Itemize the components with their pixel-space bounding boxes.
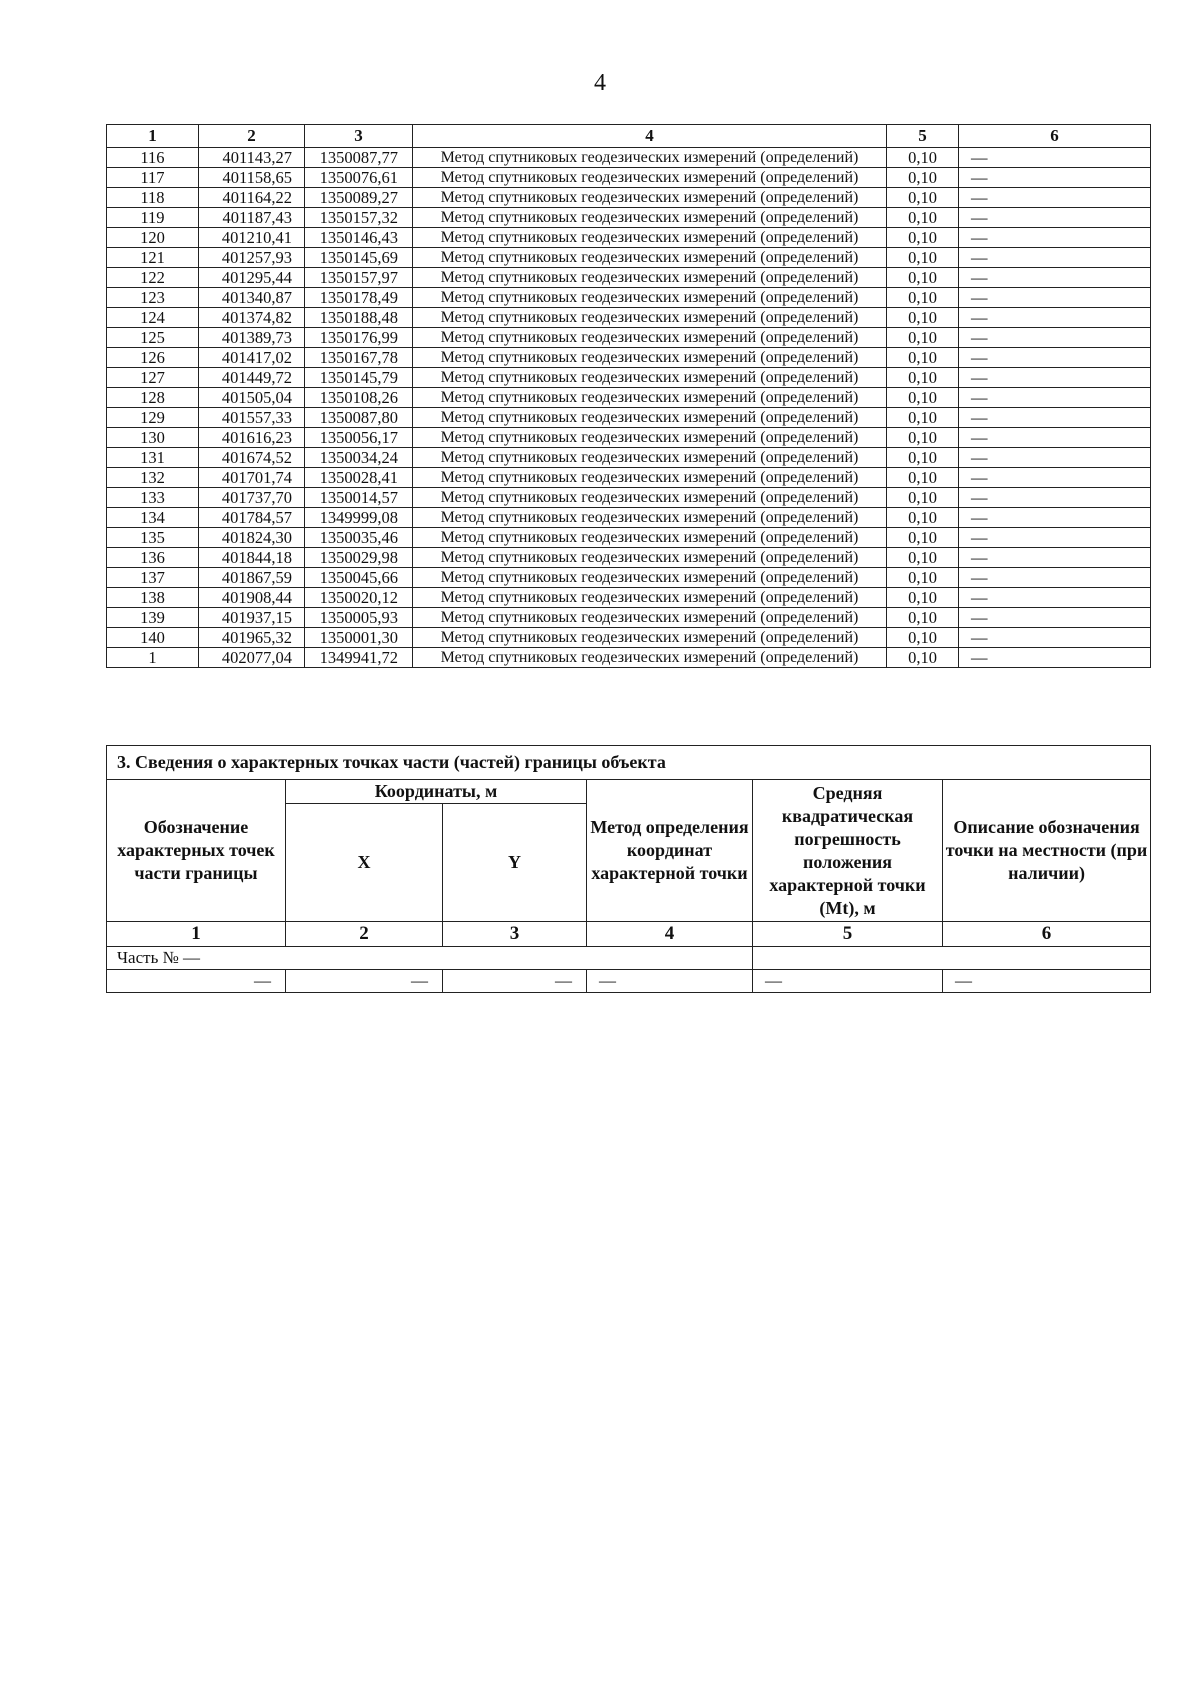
- col-method-header: Метод определения координат характерной точки: [587, 780, 753, 922]
- accuracy-cell: 0,10: [887, 388, 959, 408]
- table-row: [107, 348, 1151, 368]
- dash-cell-4: —: [587, 970, 753, 993]
- point-number-cell: 134: [107, 508, 199, 528]
- method-cell: Метод спутниковых геодезических измерений (определений): [413, 528, 887, 548]
- method-cell: Метод спутниковых геодезических измерений (определений): [413, 408, 887, 428]
- accuracy-cell: 0,10: [887, 568, 959, 588]
- method-cell: Метод спутниковых геодезических измерений (определений): [413, 208, 887, 228]
- table-row: [107, 428, 1151, 448]
- accuracy-cell: 0,10: [887, 288, 959, 308]
- description-cell: —: [959, 308, 1151, 328]
- coord-y-cell: 1350145,79: [305, 368, 413, 388]
- number-cell-3: 3: [443, 922, 587, 947]
- table-row: [107, 328, 1151, 348]
- number-cell-1: 1: [107, 922, 286, 947]
- description-cell: —: [959, 168, 1151, 188]
- header-col-1: 1: [107, 125, 199, 148]
- coord-y-cell: 1350167,78: [305, 348, 413, 368]
- section3-number-row: [107, 922, 1151, 947]
- coord-y-cell: 1350034,24: [305, 448, 413, 468]
- description-cell: —: [959, 488, 1151, 508]
- point-number-cell: 133: [107, 488, 199, 508]
- coord-y-cell: 1350005,93: [305, 608, 413, 628]
- accuracy-cell: 0,10: [887, 348, 959, 368]
- table-row: [107, 588, 1151, 608]
- coord-y-cell: 1350157,32: [305, 208, 413, 228]
- coord-x-cell: 401505,04: [199, 388, 305, 408]
- accuracy-cell: 0,10: [887, 188, 959, 208]
- table-row: [107, 468, 1151, 488]
- coord-x-cell: 401143,27: [199, 148, 305, 168]
- point-number-cell: 121: [107, 248, 199, 268]
- point-number-cell: 130: [107, 428, 199, 448]
- table-row: [107, 528, 1151, 548]
- method-cell: Метод спутниковых геодезических измерений (определений): [413, 608, 887, 628]
- header-col-2: 2: [199, 125, 305, 148]
- coord-y-cell: 1350089,27: [305, 188, 413, 208]
- coord-x-cell: 401374,82: [199, 308, 305, 328]
- accuracy-cell: 0,10: [887, 408, 959, 428]
- description-cell: —: [959, 548, 1151, 568]
- accuracy-cell: 0,10: [887, 608, 959, 628]
- coord-y-cell: 1350001,30: [305, 628, 413, 648]
- coordinates-table-header: [107, 125, 1151, 148]
- accuracy-cell: 0,10: [887, 508, 959, 528]
- description-cell: —: [959, 568, 1151, 588]
- coord-y-cell: 1350145,69: [305, 248, 413, 268]
- coord-y-cell: 1350087,77: [305, 148, 413, 168]
- accuracy-cell: 0,10: [887, 268, 959, 288]
- table-row: [107, 488, 1151, 508]
- coord-x-cell: 401295,44: [199, 268, 305, 288]
- coord-x-cell: 401257,93: [199, 248, 305, 268]
- dash-cell-5: —: [753, 970, 943, 993]
- coord-x-cell: 401867,59: [199, 568, 305, 588]
- coord-y-cell: 1350020,12: [305, 588, 413, 608]
- table-row: [107, 548, 1151, 568]
- coord-x-cell: 401616,23: [199, 428, 305, 448]
- coord-x-cell: 401937,15: [199, 608, 305, 628]
- point-number-cell: 132: [107, 468, 199, 488]
- point-number-cell: 140: [107, 628, 199, 648]
- coord-x-cell: 401164,22: [199, 188, 305, 208]
- point-number-cell: 131: [107, 448, 199, 468]
- table-row: [107, 608, 1151, 628]
- accuracy-cell: 0,10: [887, 528, 959, 548]
- part-row: [107, 947, 1151, 970]
- description-cell: —: [959, 348, 1151, 368]
- point-number-cell: 137: [107, 568, 199, 588]
- method-cell: Метод спутниковых геодезических измерений (определений): [413, 288, 887, 308]
- point-number-cell: 126: [107, 348, 199, 368]
- coord-x-cell: 401674,52: [199, 448, 305, 468]
- description-cell: —: [959, 608, 1151, 628]
- point-number-cell: 127: [107, 368, 199, 388]
- method-cell: Метод спутниковых геодезических измерений (определений): [413, 588, 887, 608]
- description-cell: —: [959, 528, 1151, 548]
- header-col-4: 4: [413, 125, 887, 148]
- coord-y-cell: 1350045,66: [305, 568, 413, 588]
- coord-x-cell: 401701,74: [199, 468, 305, 488]
- table-row: [107, 368, 1151, 388]
- section3-title: 3. Сведения о характерных точках части (частей) границы объекта: [107, 746, 1151, 780]
- point-number-cell: 139: [107, 608, 199, 628]
- header-col-5: 5: [887, 125, 959, 148]
- point-number-cell: 116: [107, 148, 199, 168]
- description-cell: —: [959, 248, 1151, 268]
- method-cell: Метод спутниковых геодезических измерений (определений): [413, 328, 887, 348]
- accuracy-cell: 0,10: [887, 488, 959, 508]
- point-number-cell: 117: [107, 168, 199, 188]
- description-cell: —: [959, 288, 1151, 308]
- description-cell: —: [959, 468, 1151, 488]
- method-cell: Метод спутниковых геодезических измерений (определений): [413, 468, 887, 488]
- accuracy-cell: 0,10: [887, 248, 959, 268]
- coord-y-cell: 1350087,80: [305, 408, 413, 428]
- method-cell: Метод спутниковых геодезических измерений (определений): [413, 548, 887, 568]
- coord-x-cell: 401210,41: [199, 228, 305, 248]
- coord-y-cell: 1350014,57: [305, 488, 413, 508]
- method-cell: Метод спутниковых геодезических измерений (определений): [413, 168, 887, 188]
- header-col-3: 3: [305, 125, 413, 148]
- coord-y-cell: 1350035,46: [305, 528, 413, 548]
- table-row: [107, 408, 1151, 428]
- accuracy-cell: 0,10: [887, 428, 959, 448]
- dash-row: [107, 970, 1151, 993]
- table-row: [107, 448, 1151, 468]
- method-cell: Метод спутниковых геодезических измерений (определений): [413, 568, 887, 588]
- dash-cell-6: —: [943, 970, 1151, 993]
- method-cell: Метод спутниковых геодезических измерений (определений): [413, 228, 887, 248]
- method-cell: Метод спутниковых геодезических измерений (определений): [413, 248, 887, 268]
- method-cell: Метод спутниковых геодезических измерений (определений): [413, 188, 887, 208]
- coord-y-cell: 1350178,49: [305, 288, 413, 308]
- method-cell: Метод спутниковых геодезических измерений (определений): [413, 428, 887, 448]
- section3-table: [106, 745, 1151, 993]
- table-row: [107, 648, 1151, 668]
- description-cell: —: [959, 188, 1151, 208]
- number-cell-2: 2: [286, 922, 443, 947]
- table-row: [107, 308, 1151, 328]
- coord-x-cell: 401389,73: [199, 328, 305, 348]
- coordinates-header: Координаты, м: [286, 780, 587, 804]
- coord-x-cell: 401340,87: [199, 288, 305, 308]
- point-number-cell: 120: [107, 228, 199, 248]
- description-cell: —: [959, 228, 1151, 248]
- coord-x-cell: 401908,44: [199, 588, 305, 608]
- point-number-cell: 125: [107, 328, 199, 348]
- col-y-header: Y: [443, 804, 587, 922]
- accuracy-cell: 0,10: [887, 588, 959, 608]
- coord-x-cell: 401844,18: [199, 548, 305, 568]
- coord-x-cell: 401158,65: [199, 168, 305, 188]
- dash-cell-3: —: [443, 970, 587, 993]
- col-designation-header: Обозначение характерных точек части границы: [107, 780, 286, 922]
- accuracy-cell: 0,10: [887, 648, 959, 668]
- coord-x-cell: 401449,72: [199, 368, 305, 388]
- table-row: [107, 188, 1151, 208]
- coord-y-cell: 1350028,41: [305, 468, 413, 488]
- table-row: [107, 228, 1151, 248]
- description-cell: —: [959, 368, 1151, 388]
- coord-y-cell: 1350108,26: [305, 388, 413, 408]
- description-cell: —: [959, 208, 1151, 228]
- accuracy-cell: 0,10: [887, 448, 959, 468]
- coord-y-cell: 1350157,97: [305, 268, 413, 288]
- table-row: [107, 568, 1151, 588]
- method-cell: Метод спутниковых геодезических измерений (определений): [413, 268, 887, 288]
- accuracy-cell: 0,10: [887, 148, 959, 168]
- accuracy-cell: 0,10: [887, 208, 959, 228]
- page-number: 4: [594, 70, 606, 96]
- description-cell: —: [959, 428, 1151, 448]
- accuracy-cell: 0,10: [887, 328, 959, 348]
- coord-x-cell: 401965,32: [199, 628, 305, 648]
- method-cell: Метод спутниковых геодезических измерений (определений): [413, 508, 887, 528]
- coord-x-cell: 401187,43: [199, 208, 305, 228]
- accuracy-cell: 0,10: [887, 368, 959, 388]
- point-number-cell: 136: [107, 548, 199, 568]
- point-number-cell: 122: [107, 268, 199, 288]
- description-cell: —: [959, 408, 1151, 428]
- coord-x-cell: 401784,57: [199, 508, 305, 528]
- point-number-cell: 123: [107, 288, 199, 308]
- method-cell: Метод спутниковых геодезических измерений (определений): [413, 368, 887, 388]
- accuracy-cell: 0,10: [887, 228, 959, 248]
- description-cell: —: [959, 148, 1151, 168]
- table-row: [107, 208, 1151, 228]
- coord-y-cell: 1349941,72: [305, 648, 413, 668]
- description-cell: —: [959, 628, 1151, 648]
- table-row: [107, 628, 1151, 648]
- part-label: Часть № —: [107, 947, 753, 970]
- accuracy-cell: 0,10: [887, 628, 959, 648]
- coord-y-cell: 1350176,99: [305, 328, 413, 348]
- method-cell: Метод спутниковых геодезических измерений (определений): [413, 648, 887, 668]
- method-cell: Метод спутниковых геодезических измерений (определений): [413, 628, 887, 648]
- method-cell: Метод спутниковых геодезических измерений (определений): [413, 448, 887, 468]
- description-cell: —: [959, 388, 1151, 408]
- header-col-6: 6: [959, 125, 1151, 148]
- coord-y-cell: 1350188,48: [305, 308, 413, 328]
- dash-cell-1: —: [107, 970, 286, 993]
- method-cell: Метод спутниковых геодезических измерений (определений): [413, 488, 887, 508]
- coord-y-cell: 1350076,61: [305, 168, 413, 188]
- description-cell: —: [959, 508, 1151, 528]
- description-cell: —: [959, 268, 1151, 288]
- accuracy-cell: 0,10: [887, 468, 959, 488]
- coord-x-cell: 401557,33: [199, 408, 305, 428]
- coord-x-cell: 401417,02: [199, 348, 305, 368]
- coord-y-cell: 1350029,98: [305, 548, 413, 568]
- point-number-cell: 129: [107, 408, 199, 428]
- coord-x-cell: 401737,70: [199, 488, 305, 508]
- table-row: [107, 508, 1151, 528]
- point-number-cell: 118: [107, 188, 199, 208]
- table-row: [107, 388, 1151, 408]
- number-cell-5: 5: [753, 922, 943, 947]
- description-cell: —: [959, 448, 1151, 468]
- table-row: [107, 268, 1151, 288]
- part-empty-cell: [753, 947, 1151, 970]
- number-cell-4: 4: [587, 922, 753, 947]
- col-x-header: X: [286, 804, 443, 922]
- number-cell-6: 6: [943, 922, 1151, 947]
- coord-y-cell: 1350056,17: [305, 428, 413, 448]
- table-row: [107, 248, 1151, 268]
- coordinates-table: [106, 124, 1151, 668]
- point-number-cell: 135: [107, 528, 199, 548]
- dash-cell-2: —: [286, 970, 443, 993]
- point-number-cell: 138: [107, 588, 199, 608]
- method-cell: Метод спутниковых геодезических измерений (определений): [413, 388, 887, 408]
- accuracy-cell: 0,10: [887, 548, 959, 568]
- col-description-header: Описание обозначения точки на местности (при наличии): [943, 780, 1151, 922]
- description-cell: —: [959, 648, 1151, 668]
- method-cell: Метод спутниковых геодезических измерений (определений): [413, 148, 887, 168]
- point-number-cell: 124: [107, 308, 199, 328]
- coord-y-cell: 1349999,08: [305, 508, 413, 528]
- description-cell: —: [959, 328, 1151, 348]
- coordinates-table-body: [107, 148, 1151, 668]
- accuracy-cell: 0,10: [887, 168, 959, 188]
- coord-x-cell: 402077,04: [199, 648, 305, 668]
- point-number-cell: 128: [107, 388, 199, 408]
- point-number-cell: 119: [107, 208, 199, 228]
- col-accuracy-header: Средняя квадратическая погрешность положения характерной точки (Mt), м: [753, 780, 943, 922]
- table-row: [107, 148, 1151, 168]
- method-cell: Метод спутниковых геодезических измерений (определений): [413, 308, 887, 328]
- coord-x-cell: 401824,30: [199, 528, 305, 548]
- point-number-cell: 1: [107, 648, 199, 668]
- method-cell: Метод спутниковых геодезических измерений (определений): [413, 348, 887, 368]
- accuracy-cell: 0,10: [887, 308, 959, 328]
- table-row: [107, 288, 1151, 308]
- table-row: [107, 168, 1151, 188]
- description-cell: —: [959, 588, 1151, 608]
- coord-y-cell: 1350146,43: [305, 228, 413, 248]
